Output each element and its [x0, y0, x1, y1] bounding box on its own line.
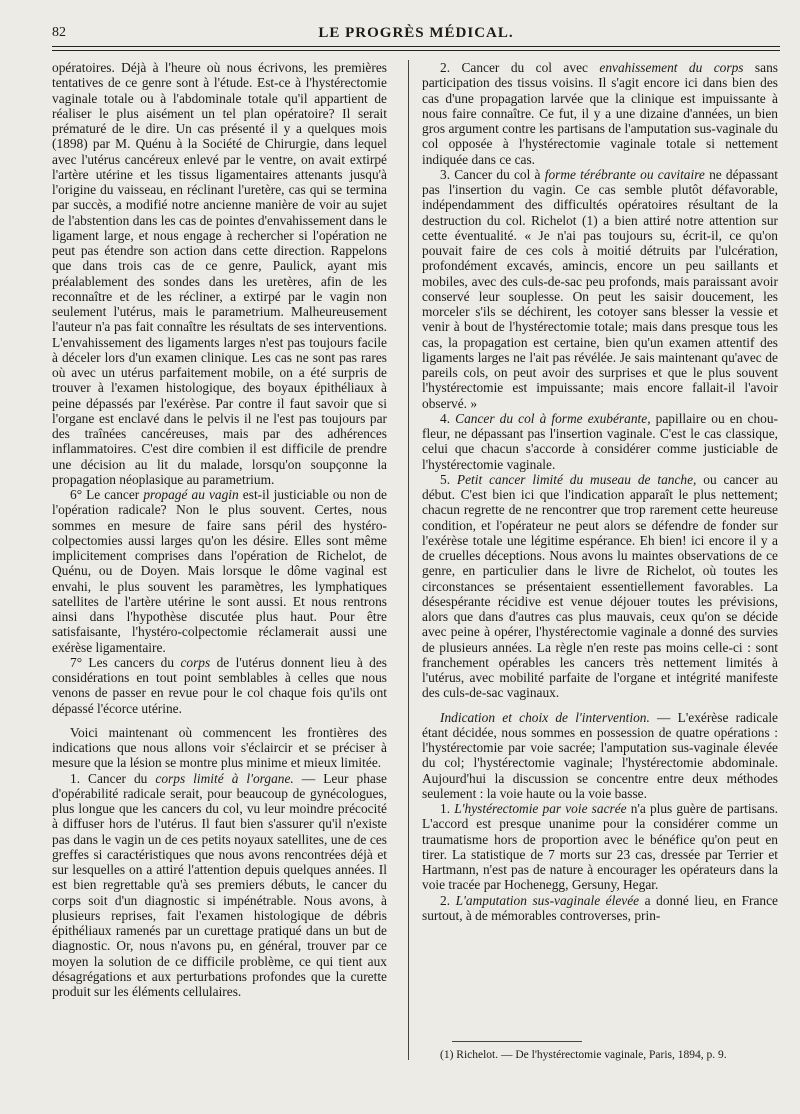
footnote-rule [452, 1041, 582, 1042]
header-rule [52, 46, 780, 47]
paragraph: opératoires. Déjà à l'heure où nous écrivons, les premières tentatives de ce genre sont à l'étude. Est-ce à l'hystérectomie vaginale totale ou à l'abdominale totale qu'il appartient de réaliser le plus aisément un tel plan opératoire? Il serait prématuré de le dire. Un cas présenté il y a quelques mois (1898) par M. Quénu à la Société de Chirurgie, dans lequel avec l'utérus cancéreux enlevé par le ventre, on avait extirpé l'artère utérine et les tissus ligamentaires attenants jusqu'à l'origine du vaisseau, en réclinant l'uretère, cas qui se termina par succès, a modifié notre ancienne manière de voir au sujet de l'abstention dans les cas de pointes d'envahissement dans le ligament large, et nous engage à rechercher si l'opération ne peut pas étendre son action dans cette direction. Rappelons que dans trois cas de ce genre, Paulick, ayant mis préalablement des sondes dans les uretères, afin de les reconnaître et de les récliner, a extirpé par le vagin non seulement l'utérus, mais le parametrium. Malheureusement l'auteur n'a pas fait connaître les résultats de ses interventions. L'envahissement des ligaments larges n'est pas toujours facile à déceler lors d'un examen clinique. Les cas ne sont pas rares où avec un utérus parfaitement mobile, on a été surpris de trouver à l'examen histologique, des boyaux épithéliaux à peine dépassés par l'exérèse. Par contre il faut savoir que si l'organe est enclavé dans le pelvis il ne l'est pas toujours par des traînées cancéreuses, mais par des adhérences inflammatoires. C'est dire combien il est difficile de prendre une décision au lit du malade, lorsqu'on soupçonne la propagation néoplasique au parametrium. [52, 60, 387, 487]
journal-title: LE PROGRÈS MÉDICAL. [318, 25, 514, 41]
column-separator [408, 60, 409, 1060]
paragraph: 5. Petit cancer limité du museau de tanche, ou cancer au début. C'est bien ici que l'indication apparaît le plus nettement; chacun regrette de ne rencontrer que trop rarement cette heureuse condition, et l'opérateur ne peut alors se défendre de fonder sur l'exérèse totale une légitime espérance. Eh bien! ici encore il y a de cruelles déceptions. Nous avons lu maintes observations de ce genre, en particulier dans le livre de Richelot, où toutes les circonstances se présentaient essentiellement favorables. La désespérante récidive est venue déjouer toutes les prévisions, alors que dans d'autres cas plus mauvais, ceux qu'on se décide avec peine à opérer, l'hystérectomie vaginale a donné des survies de plusieurs années. La règle n'en reste pas moins celle-ci : sont franchement opérables les cancers très nettement limités à l'utérus, avec mobilité parfaite de l'organe et intégrité manifeste des culs-de-sac vaginaux. [422, 471, 778, 701]
right-column [422, 60, 778, 923]
paragraph: 4. Cancer du col à forme exubérante, papillaire ou en chou-fleur, ne dépassant pas l'insertion vaginale. C'est le cas classique, celui que chacun s'accorde à considérer comme justiciable de l'hystérectomie vaginale. [422, 410, 778, 472]
header-rule-thin [52, 50, 780, 51]
left-column [52, 60, 387, 999]
paragraph: 3. Cancer du col à forme térébrante ou cavitaire ne dépassant pas l'insertion du vagin. Ce cas semble plutôt défavorable, indépendamment des difficultés opératoires résultant de la destruction du col. Richelot (1) a bien attiré notre attention sur cette éventualité. « Je n'ai pas toujours su, écrit-il, ce qu'on pouvait faire de ces cols à moitié détruits par l'ulcération, profondément excavés, amincis, encore un peu saillants et mobiles, avec des culs-de-sac peu profonds, mais paraissant avoir conservé leur souplesse. On peut les saisir doucement, les morceler s'ils se déchirent, les cotoyer sans blesser la vessie et venir à bout de l'hystérectomie totale; mais dans presque tous les cas, la propagation est certaine, bien qu'un examen attentif des ligaments larges ne l'ait pas révélée. Je sais maintenant qu'avec de pareils cols, on peut avoir des surprises et que le plus souvent l'hystérectomie est impuissante; mais encore fallait-il l'avoir observé. » [422, 166, 778, 411]
paragraph: 2. Cancer du col avec envahissement du corps sans participation des tissus voisins. Il s'agit encore ici dans bien des cas d'une propagation larvée que la clinique est impuissante à nous faire connaître. Ce fut, il y a une dizaine d'années, un bien gros argument contre les partisans de l'amputation sus-vaginale du col opposée à l'hystérectomie vaginale totale si nettement indiquée dans ce cas. [422, 60, 778, 167]
section-paragraph: Indication et choix de l'intervention. — L'exérèse radicale étant décidée, nous sommes en possession de quatre opérations : l'hystérectomie par voie sacrée; l'amputation sus-vaginale élevée du col; l'hystérectomie vaginale; l'hystérectomie abdominale. Aujourd'hui la discussion se concentre entre deux méthodes seulement : la voie haute ou la voie basse. [422, 709, 778, 801]
page-number: 82 [52, 25, 66, 40]
paragraph: 1. Cancer du corps limité à l'organe. — Leur phase d'opérabilité radicale serait, pour beaucoup de gynécologues, plus longue que les cancers du col, vu leur moindre précocité à diffuser hors de l'utérus. Il faut bien s'assurer qu'il n'existe pas dans le vagin un de ces petits noyaux satellites, une de ces greffes si caractéristiques que nous avons rencontrées déjà et sur lesquelles on a attiré l'attention depuis quelques années. Il est bien regrettable qu'à ses premiers débuts, le cancer du corps soit d'un diagnostic si impénétrable. Nous avons, à plusieurs reprises, fait l'examen histologique de débris épithéliaux ramenés par un curettage pratiqué dans un but de diagnostic. Or, nous n'avons pu, en général, trouver par ce moyen la solution de ce difficile problème, ce qui tient aux désagrégations et aux perturbations profondes que la curette produit sur les éléments cellulaires. [52, 770, 387, 999]
paragraph: 2. L'amputation sus-vaginale élevée a donné lieu, en France surtout, à de mémorables controverses, prin- [422, 892, 779, 923]
paragraph: 1. L'hystérectomie par voie sacrée n'a plus guère de partisans. L'accord est presque unanime pour la considérer comme un traumatisme hors de proportion avec le bénéfice qu'on peut en tirer. La statistique de 7 morts sur 23 cas, dressée par Terrier et Hartmann, n'est pas de nature à encourager les opérateurs dans la voie tracée par Hochenegg, Gersuny, Hegar. [422, 801, 779, 893]
footnote: (1) Richelot. — De l'hystérectomie vaginale, Paris, 1894, p. 9. [440, 1049, 727, 1061]
paragraph: 7° Les cancers du corps de l'utérus donnent lieu à des considérations en tout point semblables à celles que nous venons de passer en revue pour le col chaque fois qu'ils ont dépassé l'écorce utérine. [52, 654, 387, 716]
paragraph: Voici maintenant où commencent les frontières des indications que nous allons voir s'éclaircir et se préciser à mesure que la lésion se montre plus minime et mieux limitée. [52, 724, 387, 771]
paragraph: 6° Le cancer propagé au vagin est-il justiciable ou non de l'opération radicale? Non le plus souvent. Certes, nous sommes en mesure de faire sans péril des hystéro-colpectomies aussi larges qu'on les désire. Elles sont même implicitement comprises dans l'opération de Richelot, de Quénu, ou de Doyen. Mais lorsque le dôme vaginal est envahi, le plus souvent les paramètres, les lymphatiques satellites de l'artère utérine le sont aussi. Et nous rentrons ainsi dans l'hypothèse discutée plus haut. Pour être satisfaisante, l'hystéro-colpectomie réclamerait aussi une exérèse ligamentaire. [52, 487, 387, 655]
page-header [52, 23, 780, 45]
